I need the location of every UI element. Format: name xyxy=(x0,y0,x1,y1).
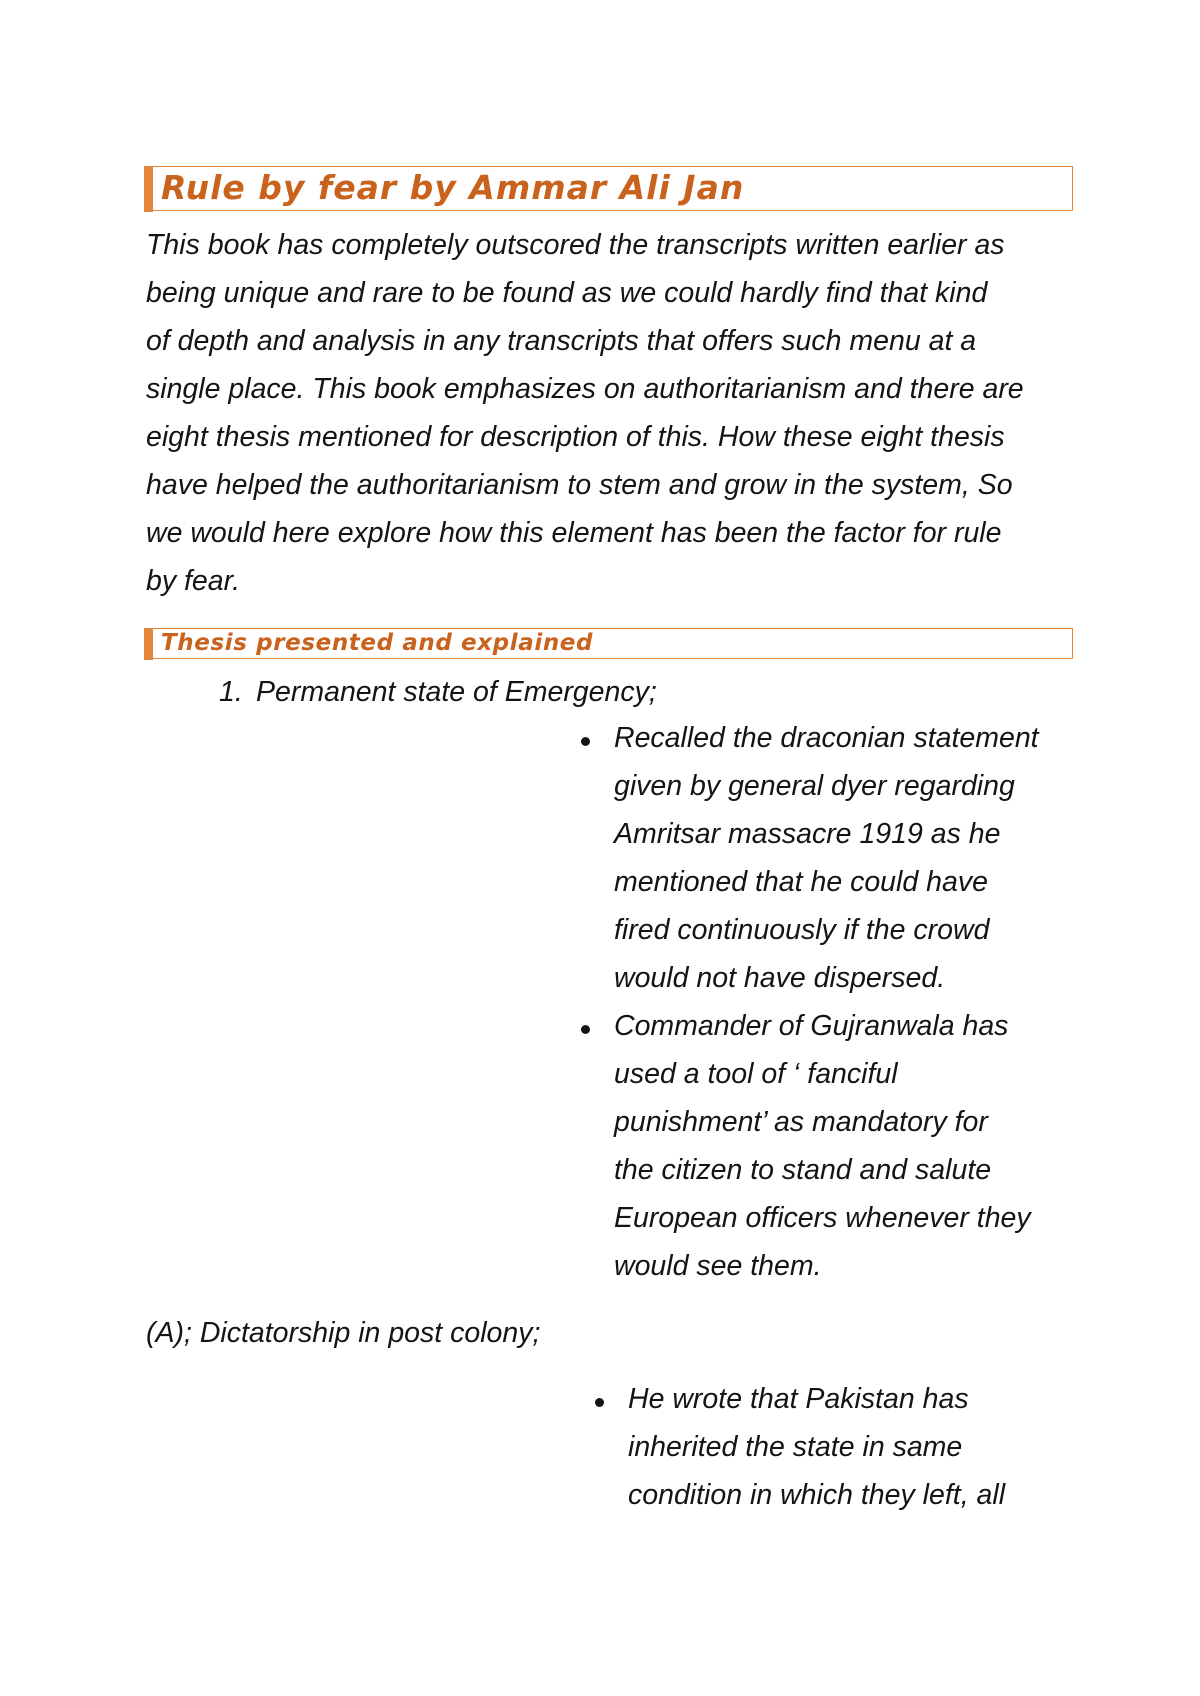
intro-line: This book has completely outscored the transcripts written earlier as xyxy=(146,229,1005,261)
subsection-heading: (A); Dictatorship in post colony; xyxy=(146,1317,541,1349)
bullet-line: used a tool of ‘ fanciful xyxy=(614,1058,898,1090)
intro-line: eight thesis mentioned for description of this. How these eight thesis xyxy=(146,421,1005,453)
bullet-line: European officers whenever they xyxy=(614,1202,1031,1234)
bullet-dot-icon xyxy=(595,1398,604,1407)
intro-line: have helped the authoritarianism to stem and grow in the system, So xyxy=(146,469,1013,501)
intro-line: single place. This book emphasizes on authoritarianism and there are xyxy=(146,373,1024,405)
heading-accent-bar xyxy=(144,166,153,212)
list-item-text: Permanent state of Emergency; xyxy=(256,676,657,708)
bullet-line: the citizen to stand and salute xyxy=(614,1154,992,1186)
bullet-line: inherited the state in same xyxy=(628,1431,963,1463)
bullet-line: mentioned that he could have xyxy=(614,866,988,898)
intro-line: by fear. xyxy=(146,565,240,597)
bullet-line: Amritsar massacre 1919 as he xyxy=(614,818,1001,850)
title-heading-box xyxy=(144,166,1073,211)
section-heading-box xyxy=(144,628,1073,659)
bullet-line: would see them. xyxy=(614,1250,822,1282)
bullet-line: would not have dispersed. xyxy=(614,962,946,994)
page-title: Rule by fear by Ammar Ali Jan xyxy=(161,168,745,207)
bullet-line: Commander of Gujranwala has xyxy=(614,1010,1009,1042)
bullet-dot-icon xyxy=(581,1025,590,1034)
section-heading: Thesis presented and explained xyxy=(161,630,594,656)
bullet-line: given by general dyer regarding xyxy=(614,770,1015,802)
intro-line: we would here explore how this element has been the factor for rule xyxy=(146,517,1002,549)
heading-accent-bar xyxy=(144,628,153,660)
intro-line: of depth and analysis in any transcripts that offers such menu at a xyxy=(146,325,977,357)
bullet-line: condition in which they left, all xyxy=(628,1479,1006,1511)
bullet-line: fired continuously if the crowd xyxy=(614,914,990,946)
bullet-line: He wrote that Pakistan has xyxy=(628,1383,969,1415)
bullet-line: Recalled the draconian statement xyxy=(614,722,1039,754)
intro-line: being unique and rare to be found as we could hardly find that kind xyxy=(146,277,988,309)
bullet-dot-icon xyxy=(581,737,590,746)
bullet-line: punishment’ as mandatory for xyxy=(614,1106,988,1138)
list-number: 1. xyxy=(219,676,243,708)
